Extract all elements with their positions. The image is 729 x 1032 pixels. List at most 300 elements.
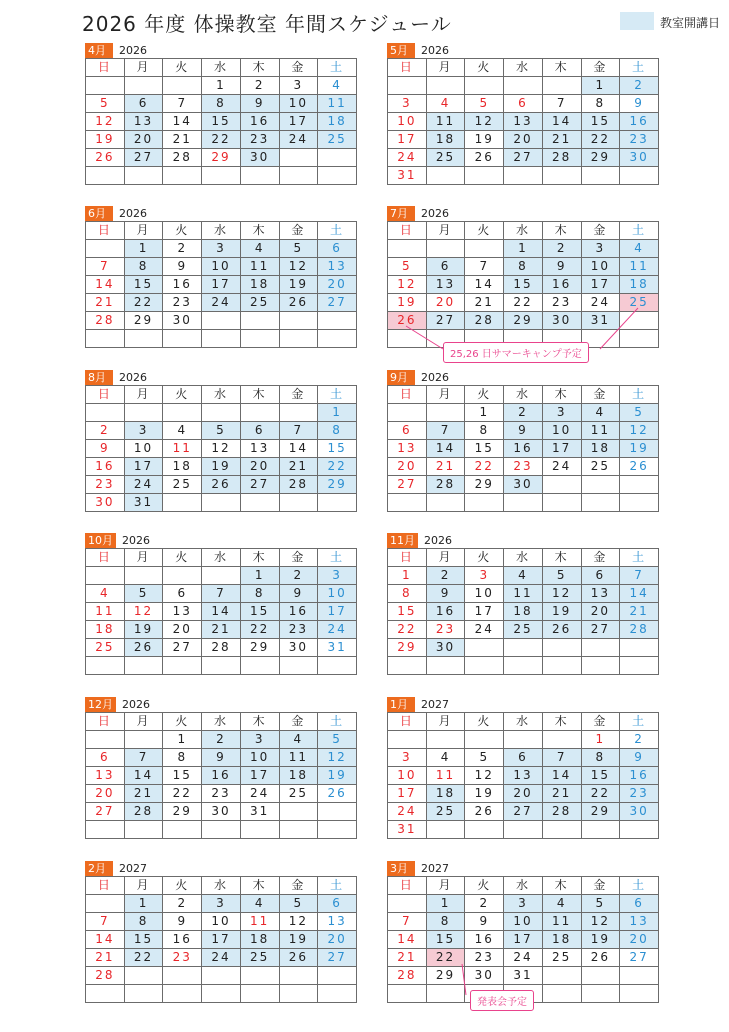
day-cell: 27 xyxy=(318,949,357,967)
weekday-header: 土 xyxy=(620,877,659,895)
day-cell: 18 xyxy=(426,131,465,149)
day-cell: 3 xyxy=(202,895,241,913)
day-cell: 8 xyxy=(318,422,357,440)
day-cell: 2 xyxy=(620,731,659,749)
day-cell: 22 xyxy=(124,949,163,967)
weekday-header: 木 xyxy=(542,386,581,404)
month-year: 2026 xyxy=(421,206,449,220)
day-cell: 23 xyxy=(426,621,465,639)
day-cell: 30 xyxy=(240,149,279,167)
day-cell: 14 xyxy=(202,603,241,621)
weekday-header: 月 xyxy=(426,59,465,77)
day-cell: 17 xyxy=(504,931,543,949)
weekday-header: 日 xyxy=(86,713,125,731)
day-cell: 30 xyxy=(202,803,241,821)
day-cell: 7 xyxy=(163,95,202,113)
day-cell: 4 xyxy=(620,240,659,258)
day-cell: 24 xyxy=(504,949,543,967)
day-cell: 3 xyxy=(504,895,543,913)
day-cell: 22 xyxy=(581,131,620,149)
day-cell: 17 xyxy=(202,931,241,949)
day-cell: 7 xyxy=(465,258,504,276)
day-cell: 5 xyxy=(465,749,504,767)
day-cell: 26 xyxy=(620,458,659,476)
day-cell: 25 xyxy=(240,294,279,312)
day-cell: 28 xyxy=(388,967,427,985)
day-cell: 25 xyxy=(163,476,202,494)
month-year: 2026 xyxy=(122,533,150,547)
month-year: 2026 xyxy=(119,43,147,57)
day-cell: 11 xyxy=(504,585,543,603)
day-cell: 21 xyxy=(426,458,465,476)
weekday-header: 日 xyxy=(388,59,427,77)
day-cell: 2 xyxy=(86,422,125,440)
day-cell: 16 xyxy=(426,603,465,621)
day-cell: 21 xyxy=(542,131,581,149)
day-cell: 7 xyxy=(542,95,581,113)
weekday-header: 木 xyxy=(542,877,581,895)
day-cell: 10 xyxy=(581,258,620,276)
day-cell: 12 xyxy=(202,440,241,458)
weekday-header: 火 xyxy=(163,877,202,895)
weekday-header: 金 xyxy=(581,386,620,404)
day-cell: 15 xyxy=(124,276,163,294)
day-cell: 17 xyxy=(124,458,163,476)
day-cell: 17 xyxy=(388,785,427,803)
day-cell: 28 xyxy=(426,476,465,494)
day-cell: 27 xyxy=(504,149,543,167)
weekday-header: 木 xyxy=(240,386,279,404)
weekday-header: 日 xyxy=(86,549,125,567)
summer-camp-callout: 25,26 日サマーキャンプ予定 xyxy=(443,342,589,363)
day-cell: 25 xyxy=(240,949,279,967)
day-cell: 20 xyxy=(620,931,659,949)
day-cell: 1 xyxy=(581,731,620,749)
day-cell: 8 xyxy=(163,749,202,767)
day-cell: 26 xyxy=(279,294,318,312)
day-cell: 10 xyxy=(504,913,543,931)
day-cell: 3 xyxy=(388,95,427,113)
day-cell: 12 xyxy=(620,422,659,440)
day-cell: 4 xyxy=(163,422,202,440)
weekday-header: 水 xyxy=(202,713,241,731)
day-cell: 5 xyxy=(318,731,357,749)
day-cell: 2 xyxy=(163,240,202,258)
day-cell: 13 xyxy=(124,113,163,131)
day-cell: 4 xyxy=(426,749,465,767)
weekday-header: 金 xyxy=(581,713,620,731)
weekday-header: 土 xyxy=(620,713,659,731)
day-cell: 14 xyxy=(388,931,427,949)
day-cell: 2 xyxy=(163,895,202,913)
day-cell: 18 xyxy=(163,458,202,476)
day-cell: 15 xyxy=(388,603,427,621)
day-cell: 21 xyxy=(202,621,241,639)
day-cell: 24 xyxy=(279,131,318,149)
day-cell: 16 xyxy=(620,113,659,131)
weekday-header: 火 xyxy=(465,222,504,240)
weekday-header: 月 xyxy=(124,59,163,77)
day-cell: 1 xyxy=(202,77,241,95)
day-cell: 24 xyxy=(465,621,504,639)
weekday-header: 水 xyxy=(504,59,543,77)
day-cell: 2 xyxy=(465,895,504,913)
weekday-header: 金 xyxy=(279,386,318,404)
weekday-header: 金 xyxy=(279,59,318,77)
day-cell: 9 xyxy=(620,95,659,113)
day-cell: 12 xyxy=(542,585,581,603)
day-cell: 14 xyxy=(465,276,504,294)
day-cell: 14 xyxy=(279,440,318,458)
day-cell: 15 xyxy=(581,767,620,785)
day-cell: 5 xyxy=(279,895,318,913)
day-cell: 27 xyxy=(86,803,125,821)
weekday-header: 金 xyxy=(279,549,318,567)
day-cell: 15 xyxy=(581,113,620,131)
day-cell: 6 xyxy=(426,258,465,276)
month-year: 2026 xyxy=(421,43,449,57)
day-cell: 13 xyxy=(318,258,357,276)
weekday-header: 月 xyxy=(124,713,163,731)
day-cell: 13 xyxy=(426,276,465,294)
day-cell: 11 xyxy=(240,258,279,276)
month-year: 2026 xyxy=(119,206,147,220)
day-cell: 13 xyxy=(388,440,427,458)
day-cell: 22 xyxy=(124,294,163,312)
day-cell: 10 xyxy=(388,113,427,131)
weekday-header: 木 xyxy=(542,59,581,77)
day-cell: 23 xyxy=(504,458,543,476)
day-cell: 7 xyxy=(620,567,659,585)
day-cell: 8 xyxy=(426,913,465,931)
day-cell: 1 xyxy=(163,731,202,749)
month-year: 2027 xyxy=(421,697,449,711)
day-cell: 27 xyxy=(426,312,465,330)
day-cell: 23 xyxy=(542,294,581,312)
day-cell: 19 xyxy=(86,131,125,149)
day-cell: 7 xyxy=(426,422,465,440)
day-cell: 10 xyxy=(202,258,241,276)
day-cell: 21 xyxy=(124,785,163,803)
day-cell: 9 xyxy=(279,585,318,603)
day-cell: 28 xyxy=(542,149,581,167)
day-cell: 1 xyxy=(581,77,620,95)
day-cell: 22 xyxy=(163,785,202,803)
day-cell: 3 xyxy=(581,240,620,258)
weekday-header: 火 xyxy=(465,386,504,404)
day-cell: 23 xyxy=(163,949,202,967)
day-cell: 3 xyxy=(202,240,241,258)
day-cell: 28 xyxy=(542,803,581,821)
day-cell: 14 xyxy=(542,113,581,131)
day-cell: 25 xyxy=(504,621,543,639)
day-cell: 11 xyxy=(240,913,279,931)
day-cell: 1 xyxy=(124,240,163,258)
day-cell: 28 xyxy=(202,639,241,657)
day-cell: 26 xyxy=(581,949,620,967)
day-cell: 6 xyxy=(124,95,163,113)
weekday-header: 月 xyxy=(426,549,465,567)
day-cell: 15 xyxy=(240,603,279,621)
day-cell: 16 xyxy=(86,458,125,476)
day-cell: 27 xyxy=(620,949,659,967)
day-cell: 4 xyxy=(240,240,279,258)
day-cell: 4 xyxy=(581,404,620,422)
day-cell: 25 xyxy=(426,149,465,167)
month-year: 2027 xyxy=(421,861,449,875)
day-cell: 12 xyxy=(279,258,318,276)
day-cell: 4 xyxy=(318,77,357,95)
month-label: 12月 xyxy=(85,697,116,712)
day-cell: 6 xyxy=(318,895,357,913)
day-cell: 9 xyxy=(163,258,202,276)
day-cell: 31 xyxy=(581,312,620,330)
weekday-header: 月 xyxy=(124,877,163,895)
page-title: 2026 年度 体操教室 年間スケジュール xyxy=(82,12,452,36)
day-cell: 18 xyxy=(86,621,125,639)
day-cell: 29 xyxy=(163,803,202,821)
day-cell: 20 xyxy=(581,603,620,621)
day-cell: 22 xyxy=(504,294,543,312)
day-cell: 18 xyxy=(620,276,659,294)
day-cell: 30 xyxy=(465,967,504,985)
day-cell: 25 xyxy=(279,785,318,803)
day-cell: 11 xyxy=(542,913,581,931)
weekday-header: 水 xyxy=(504,713,543,731)
day-cell: 14 xyxy=(86,276,125,294)
weekday-header: 土 xyxy=(318,386,357,404)
month-year: 2026 xyxy=(119,370,147,384)
day-cell: 19 xyxy=(279,931,318,949)
weekday-header: 日 xyxy=(388,386,427,404)
day-cell: 7 xyxy=(124,749,163,767)
month-label: 3月 xyxy=(387,861,415,876)
month-year: 2027 xyxy=(119,861,147,875)
day-cell: 4 xyxy=(279,731,318,749)
day-cell: 19 xyxy=(388,294,427,312)
day-cell: 22 xyxy=(388,621,427,639)
day-cell: 9 xyxy=(163,913,202,931)
day-cell: 29 xyxy=(426,967,465,985)
weekday-header: 木 xyxy=(542,549,581,567)
day-cell: 12 xyxy=(465,767,504,785)
day-cell: 20 xyxy=(318,931,357,949)
day-cell: 20 xyxy=(388,458,427,476)
weekday-header: 水 xyxy=(202,59,241,77)
day-cell: 5 xyxy=(86,95,125,113)
weekday-header: 水 xyxy=(202,386,241,404)
day-cell: 21 xyxy=(620,603,659,621)
day-cell: 26 xyxy=(202,476,241,494)
day-cell: 19 xyxy=(581,931,620,949)
day-cell: 9 xyxy=(620,749,659,767)
month-label: 11月 xyxy=(387,533,418,548)
day-cell: 26 xyxy=(86,149,125,167)
day-cell: 20 xyxy=(426,294,465,312)
day-cell: 1 xyxy=(240,567,279,585)
day-cell: 11 xyxy=(581,422,620,440)
day-cell: 1 xyxy=(124,895,163,913)
month-label: 6月 xyxy=(85,206,113,221)
month-year: 2026 xyxy=(122,697,150,711)
day-cell: 13 xyxy=(620,913,659,931)
day-cell: 22 xyxy=(426,949,465,967)
day-cell: 1 xyxy=(318,404,357,422)
weekday-header: 日 xyxy=(388,222,427,240)
day-cell: 26 xyxy=(124,639,163,657)
day-cell: 11 xyxy=(86,603,125,621)
weekday-header: 火 xyxy=(465,59,504,77)
day-cell: 11 xyxy=(426,113,465,131)
day-cell: 29 xyxy=(388,639,427,657)
weekday-header: 土 xyxy=(620,59,659,77)
day-cell: 12 xyxy=(581,913,620,931)
day-cell: 29 xyxy=(581,149,620,167)
day-cell: 23 xyxy=(86,476,125,494)
day-cell: 18 xyxy=(318,113,357,131)
day-cell: 12 xyxy=(465,113,504,131)
day-cell: 24 xyxy=(581,294,620,312)
day-cell: 9 xyxy=(86,440,125,458)
weekday-header: 日 xyxy=(86,222,125,240)
day-cell: 29 xyxy=(124,312,163,330)
day-cell: 24 xyxy=(202,294,241,312)
day-cell: 19 xyxy=(465,131,504,149)
day-cell: 17 xyxy=(318,603,357,621)
day-cell: 18 xyxy=(240,276,279,294)
day-cell: 31 xyxy=(124,494,163,512)
day-cell: 7 xyxy=(86,258,125,276)
day-cell: 17 xyxy=(240,767,279,785)
weekday-header: 火 xyxy=(163,713,202,731)
day-cell: 10 xyxy=(124,440,163,458)
weekday-header: 水 xyxy=(504,549,543,567)
day-cell: 30 xyxy=(426,639,465,657)
day-cell: 7 xyxy=(279,422,318,440)
day-cell: 3 xyxy=(542,404,581,422)
day-cell: 27 xyxy=(504,803,543,821)
day-cell: 27 xyxy=(318,294,357,312)
day-cell: 8 xyxy=(504,258,543,276)
day-cell: 14 xyxy=(426,440,465,458)
weekday-header: 月 xyxy=(124,222,163,240)
day-cell: 8 xyxy=(124,258,163,276)
day-cell: 25 xyxy=(542,949,581,967)
day-cell: 3 xyxy=(240,731,279,749)
day-cell: 3 xyxy=(279,77,318,95)
day-cell: 26 xyxy=(318,785,357,803)
day-cell: 8 xyxy=(581,95,620,113)
day-cell: 23 xyxy=(202,785,241,803)
day-cell: 11 xyxy=(279,749,318,767)
day-cell: 24 xyxy=(388,803,427,821)
day-cell: 15 xyxy=(163,767,202,785)
day-cell: 23 xyxy=(240,131,279,149)
day-cell: 25 xyxy=(581,458,620,476)
day-cell: 22 xyxy=(318,458,357,476)
day-cell: 19 xyxy=(124,621,163,639)
day-cell: 28 xyxy=(279,476,318,494)
day-cell: 6 xyxy=(388,422,427,440)
day-cell: 3 xyxy=(318,567,357,585)
weekday-header: 日 xyxy=(86,877,125,895)
day-cell: 28 xyxy=(163,149,202,167)
day-cell: 16 xyxy=(279,603,318,621)
weekday-header: 木 xyxy=(240,59,279,77)
day-cell: 19 xyxy=(279,276,318,294)
day-cell: 18 xyxy=(542,931,581,949)
day-cell: 14 xyxy=(86,931,125,949)
day-cell: 23 xyxy=(620,131,659,149)
weekday-header: 日 xyxy=(86,386,125,404)
day-cell: 7 xyxy=(542,749,581,767)
day-cell: 30 xyxy=(504,476,543,494)
day-cell: 21 xyxy=(542,785,581,803)
day-cell: 6 xyxy=(163,585,202,603)
day-cell: 20 xyxy=(504,785,543,803)
day-cell: 18 xyxy=(426,785,465,803)
weekday-header: 金 xyxy=(279,222,318,240)
day-cell: 29 xyxy=(504,312,543,330)
day-cell: 21 xyxy=(465,294,504,312)
day-cell: 4 xyxy=(542,895,581,913)
day-cell: 26 xyxy=(279,949,318,967)
weekday-header: 木 xyxy=(240,877,279,895)
day-cell: 3 xyxy=(388,749,427,767)
day-cell: 16 xyxy=(465,931,504,949)
weekday-header: 日 xyxy=(86,59,125,77)
day-cell: 5 xyxy=(202,422,241,440)
day-cell: 5 xyxy=(620,404,659,422)
weekday-header: 金 xyxy=(279,713,318,731)
weekday-header: 水 xyxy=(202,222,241,240)
month-year: 2026 xyxy=(421,370,449,384)
day-cell: 13 xyxy=(504,113,543,131)
day-cell: 30 xyxy=(279,639,318,657)
day-cell: 29 xyxy=(465,476,504,494)
day-cell: 6 xyxy=(620,895,659,913)
weekday-header: 土 xyxy=(318,222,357,240)
day-cell: 29 xyxy=(581,803,620,821)
day-cell: 6 xyxy=(504,95,543,113)
day-cell: 8 xyxy=(581,749,620,767)
day-cell: 3 xyxy=(465,567,504,585)
day-cell: 31 xyxy=(388,167,427,185)
weekday-header: 土 xyxy=(620,386,659,404)
day-cell: 9 xyxy=(202,749,241,767)
day-cell: 15 xyxy=(426,931,465,949)
day-cell: 6 xyxy=(581,567,620,585)
day-cell: 20 xyxy=(318,276,357,294)
day-cell: 14 xyxy=(620,585,659,603)
weekday-header: 火 xyxy=(465,713,504,731)
day-cell: 16 xyxy=(542,276,581,294)
day-cell: 14 xyxy=(124,767,163,785)
day-cell: 2 xyxy=(426,567,465,585)
day-cell: 23 xyxy=(620,785,659,803)
day-cell: 27 xyxy=(581,621,620,639)
day-cell: 10 xyxy=(388,767,427,785)
day-cell: 9 xyxy=(504,422,543,440)
day-cell: 27 xyxy=(240,476,279,494)
day-cell: 11 xyxy=(426,767,465,785)
day-cell: 8 xyxy=(240,585,279,603)
weekday-header: 月 xyxy=(426,222,465,240)
day-cell: 1 xyxy=(465,404,504,422)
day-cell: 31 xyxy=(318,639,357,657)
day-cell: 13 xyxy=(163,603,202,621)
day-cell: 30 xyxy=(542,312,581,330)
